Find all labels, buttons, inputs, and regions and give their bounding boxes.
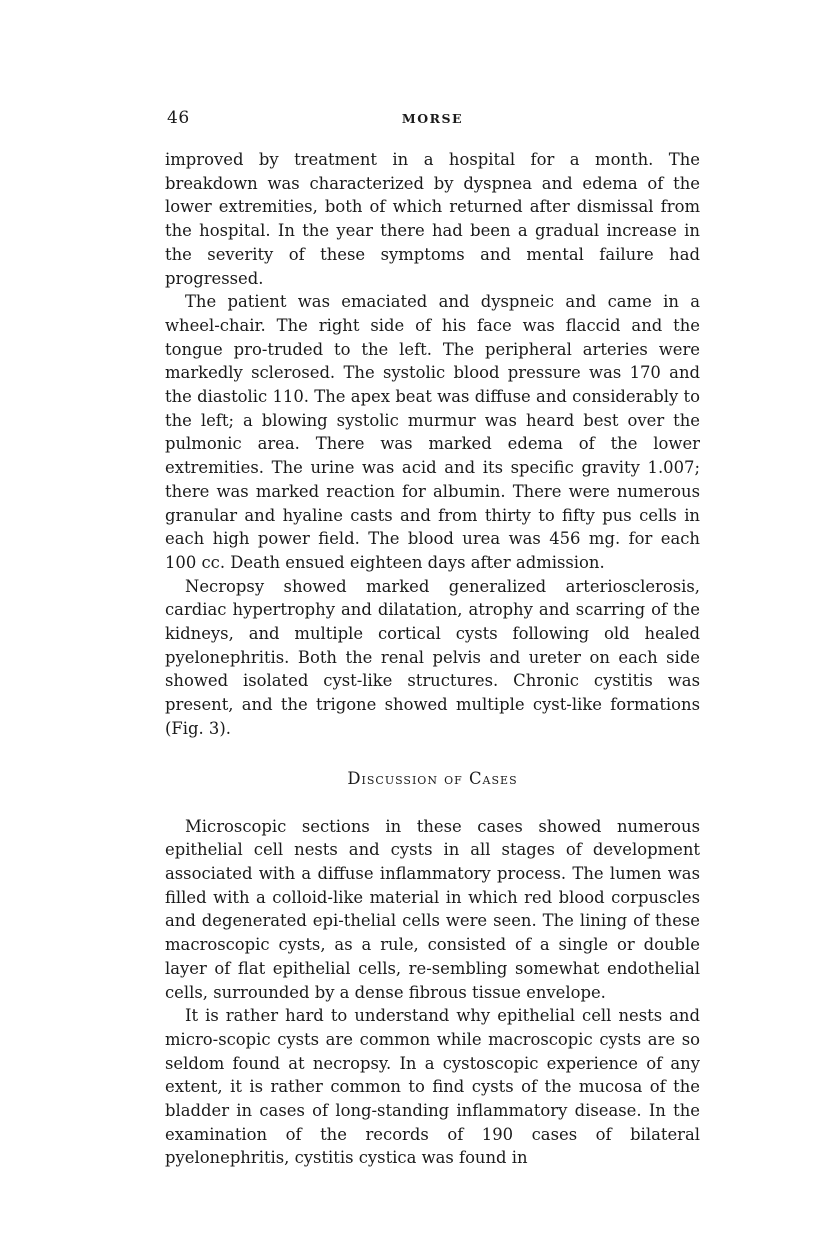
paragraph-continued: improved by treatment in a hospital for a month. The breakdown was characterized by dyspnea and edema of the lower extremities, both of which returned after dismissal from the hospital. In the year there had been a gradual increase in the severity of these symptoms and mental failure had progressed. [165, 150, 700, 288]
paragraph-patient-exam: The patient was emaciated and dyspneic and came in a wheel-chair. The right side of his face was flaccid and the tongue pro-truded to the left. The peripheral arteries were markedly sclerosed. The systolic blood pressure was 170 and the diastolic 110. The apex beat was diffuse and considerably to the left; a blowing systolic murmur was heard best over the pulmonic area. There was marked edema of the lower extremities. The urine was acid and its specific gravity 1.007; there was marked reaction for albumin. There were numerous granular and hyaline casts and from thirty to fifty pus cells in each high power field. The blood urea was 456 mg. for each 100 cc. Death ensued eighteen days after admission. [165, 292, 700, 572]
running-title: MORSE [401, 111, 464, 126]
paragraph-microscopic: Microscopic sections in these cases showed numerous epithelial cell nests and cysts in all stages of development associated with a diffuse inflammatory process. The lumen was filled with a colloid-like material in which red blood corpuscles and degenerated epi-thelial cells were seen. The lining of these macroscopic cysts, as a rule, consisted of a single or double layer of flat epithelial cells, re-sembling somewhat endothelial cells, surrounded by a dense fibrous tissue envelope. [165, 816, 700, 1002]
running-head [165, 108, 700, 136]
section-heading: Discussion of Cases [347, 768, 518, 788]
paragraph-necropsy: Necropsy showed marked generalized arteriosclerosis, cardiac hypertrophy and dilatation, atrophy and scarring of the kidneys, and multiple cortical cysts following old healed pyelonephritis. Both the renal pelvis and ureter on each side showed isolated cyst-like structures. Chronic cystitis was present, and the trigone showed multiple cyst-like formations (Fig. 3). [165, 576, 700, 738]
body-text [165, 148, 700, 1170]
page-number: 46 [167, 108, 190, 128]
paragraph-discussion: It is rather hard to understand why epithelial cell nests and micro-scopic cysts are common while macroscopic cysts are so seldom found at necropsy. In a cystoscopic experience of any extent, it is rather common to find cysts of the mucosa of the bladder in cases of long-standing inflammatory disease. In the examination of the records of 190 cases of bilateral pyelonephritis, cystitis cystica was found in [165, 1006, 700, 1168]
book-page [165, 108, 700, 1170]
